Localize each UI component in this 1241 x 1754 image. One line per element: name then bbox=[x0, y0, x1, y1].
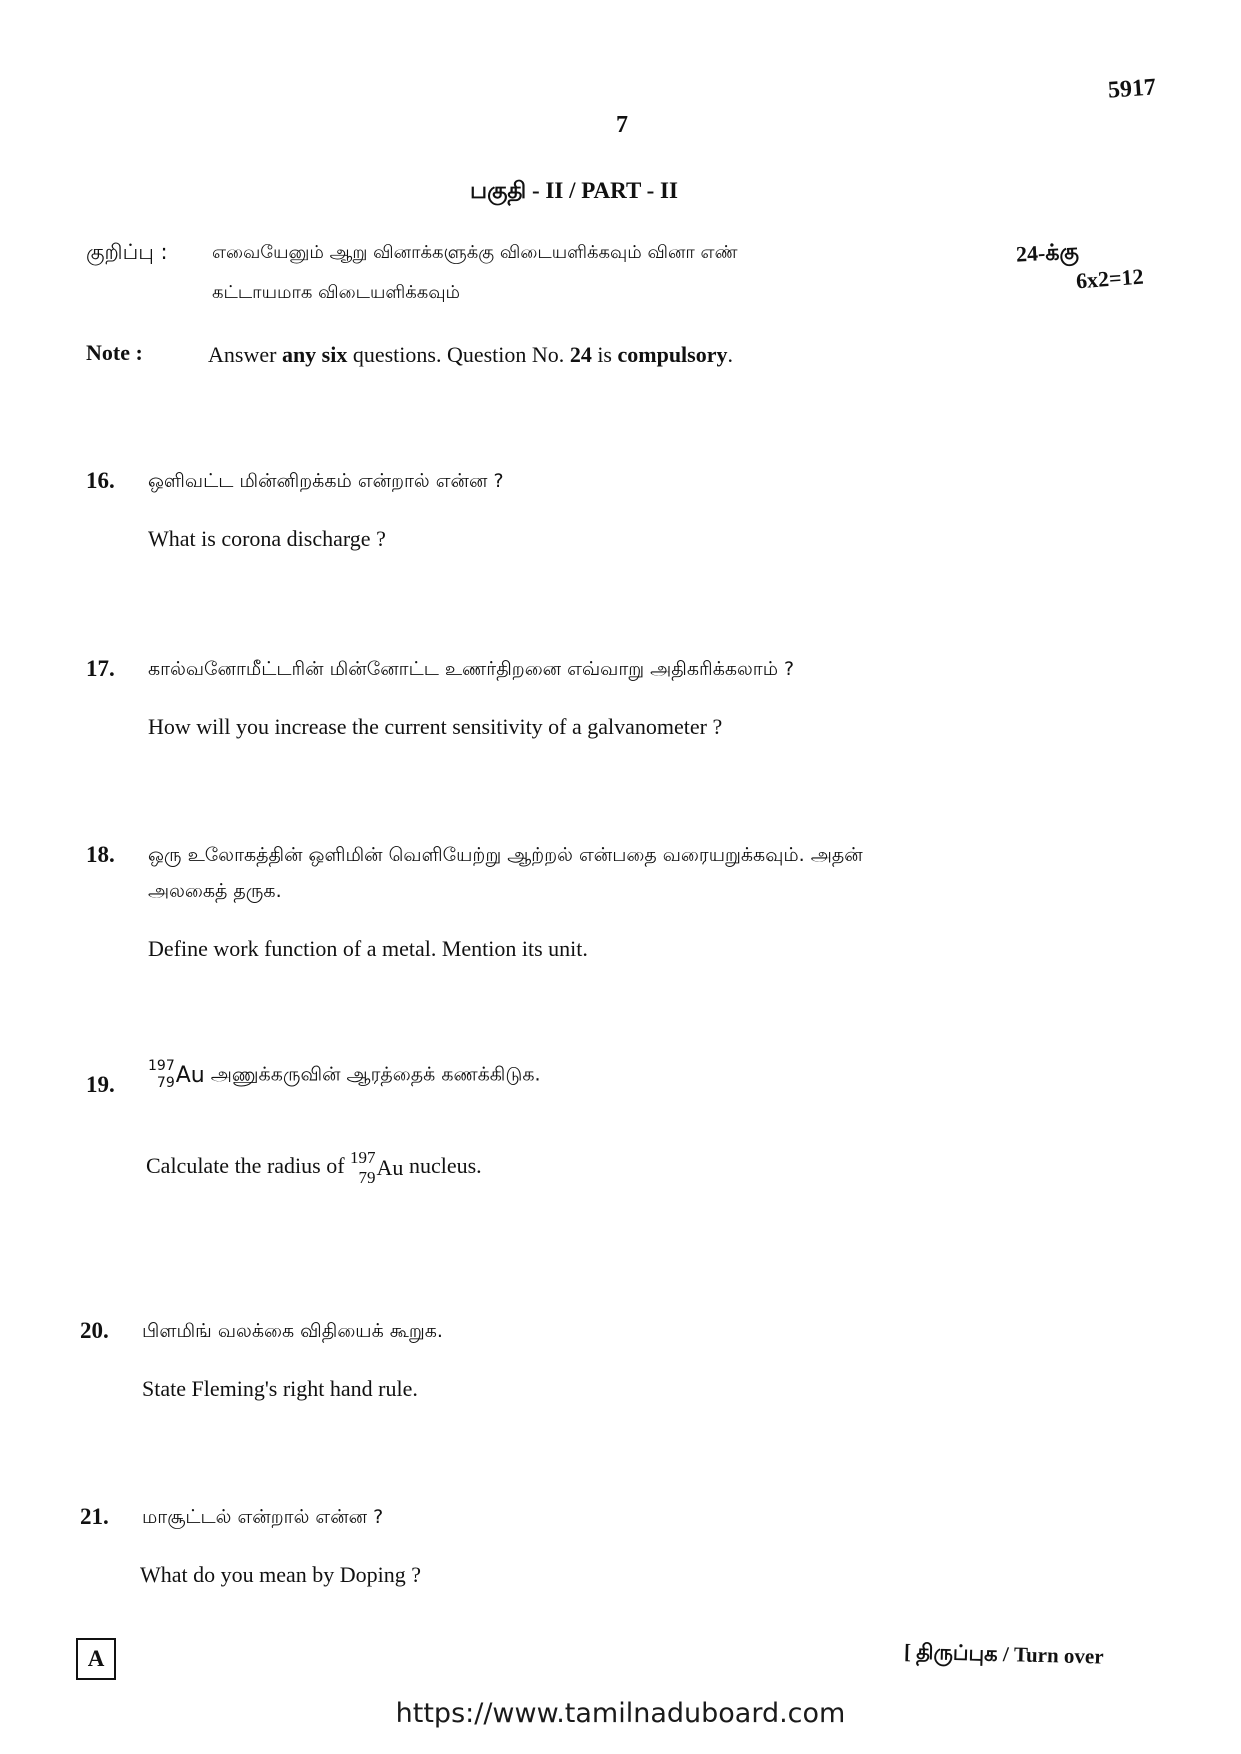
part-title: பகுதி - II / PART - II bbox=[470, 178, 678, 203]
note-emphasis: compulsory bbox=[617, 342, 728, 367]
question-text-tamil: ஒளிவட்ட மின்னிறக்கம் என்றால் என்ன ? bbox=[148, 470, 504, 492]
tamil-note-line-2: கட்டாயமாக விடையளிக்கவும் bbox=[212, 282, 461, 303]
note-text-part: Answer bbox=[208, 342, 282, 367]
english-note-text bbox=[208, 342, 733, 368]
question-tamil-part: அணுக்கருவின் ஆரத்தைக் கணக்கிடுக. bbox=[210, 1063, 541, 1086]
mass-number: 197 bbox=[148, 1058, 175, 1074]
question-text-tamil: ஒரு உலோகத்தின் ஒளிமின் வெளியேற்று ஆற்றல் என்பதை வரையறுக்கவும். அதன் bbox=[148, 844, 863, 866]
note-text-part: questions. Question No. bbox=[347, 342, 570, 367]
note-emphasis: any six bbox=[281, 342, 348, 367]
english-note-label: Note : bbox=[86, 340, 143, 365]
question-english-part: nucleus. bbox=[408, 1153, 482, 1179]
marks-scheme: 6x2=12 bbox=[1075, 263, 1145, 294]
nuclide-notation bbox=[350, 1148, 403, 1188]
nuclide-notation bbox=[148, 1058, 205, 1092]
tamil-note-question-ref: 24-க்கு bbox=[1015, 238, 1080, 267]
element-symbol: Au bbox=[376, 1155, 404, 1180]
question-text-english: Define work function of a metal. Mention its unit. bbox=[148, 936, 588, 961]
tamil-note-label: குறிப்பு : bbox=[86, 240, 168, 264]
question-text-english: What do you mean by Doping ? bbox=[140, 1562, 422, 1587]
version-box: A bbox=[76, 1638, 116, 1680]
atomic-number: 79 bbox=[358, 1168, 376, 1187]
paper-code: 5917 bbox=[1107, 74, 1157, 104]
question-text-english bbox=[146, 1148, 482, 1188]
question-text-tamil: பிளமிங் வலக்கை விதியைக் கூறுக. bbox=[142, 1320, 443, 1342]
question-text-english: What is corona discharge ? bbox=[148, 526, 386, 551]
page-number: 7 bbox=[616, 112, 628, 138]
question-number: 19. bbox=[86, 1072, 115, 1097]
question-number: 16. bbox=[86, 468, 115, 493]
source-url: https://www.tamilnaduboard.com bbox=[395, 1698, 846, 1729]
question-text-tamil: அலகைத் தருக. bbox=[148, 880, 282, 902]
element-symbol: Au bbox=[175, 1062, 205, 1088]
note-text-part: is bbox=[591, 342, 618, 367]
question-number: 21. bbox=[80, 1504, 109, 1529]
atomic-number: 79 bbox=[156, 1075, 175, 1091]
mass-number: 197 bbox=[350, 1148, 376, 1167]
turn-over-note: [ திருப்புக / Turn over bbox=[903, 1639, 1104, 1669]
question-text-tamil: கால்வனோமீட்டரின் மின்னோட்ட உணர்திறனை எவ்வாறு அதிகரிக்கலாம் ? bbox=[148, 658, 795, 680]
question-text-tamil: மாசூட்டல் என்றால் என்ன ? bbox=[142, 1506, 384, 1528]
question-english-part: Calculate the radius of bbox=[146, 1153, 345, 1179]
question-number: 17. bbox=[86, 656, 115, 681]
tamil-note-line-1: எவையேனும் ஆறு வினாக்களுக்கு விடையளிக்கவும் வினா எண் bbox=[212, 242, 738, 263]
question-number: 20. bbox=[80, 1318, 109, 1343]
note-emphasis: 24 bbox=[569, 342, 592, 367]
question-text-tamil bbox=[148, 1058, 541, 1092]
question-text-english: How will you increase the current sensitivity of a galvanometer ? bbox=[148, 714, 723, 739]
note-text-part: . bbox=[727, 342, 733, 367]
question-text-english: State Fleming's right hand rule. bbox=[142, 1376, 418, 1401]
question-number: 18. bbox=[86, 842, 115, 867]
